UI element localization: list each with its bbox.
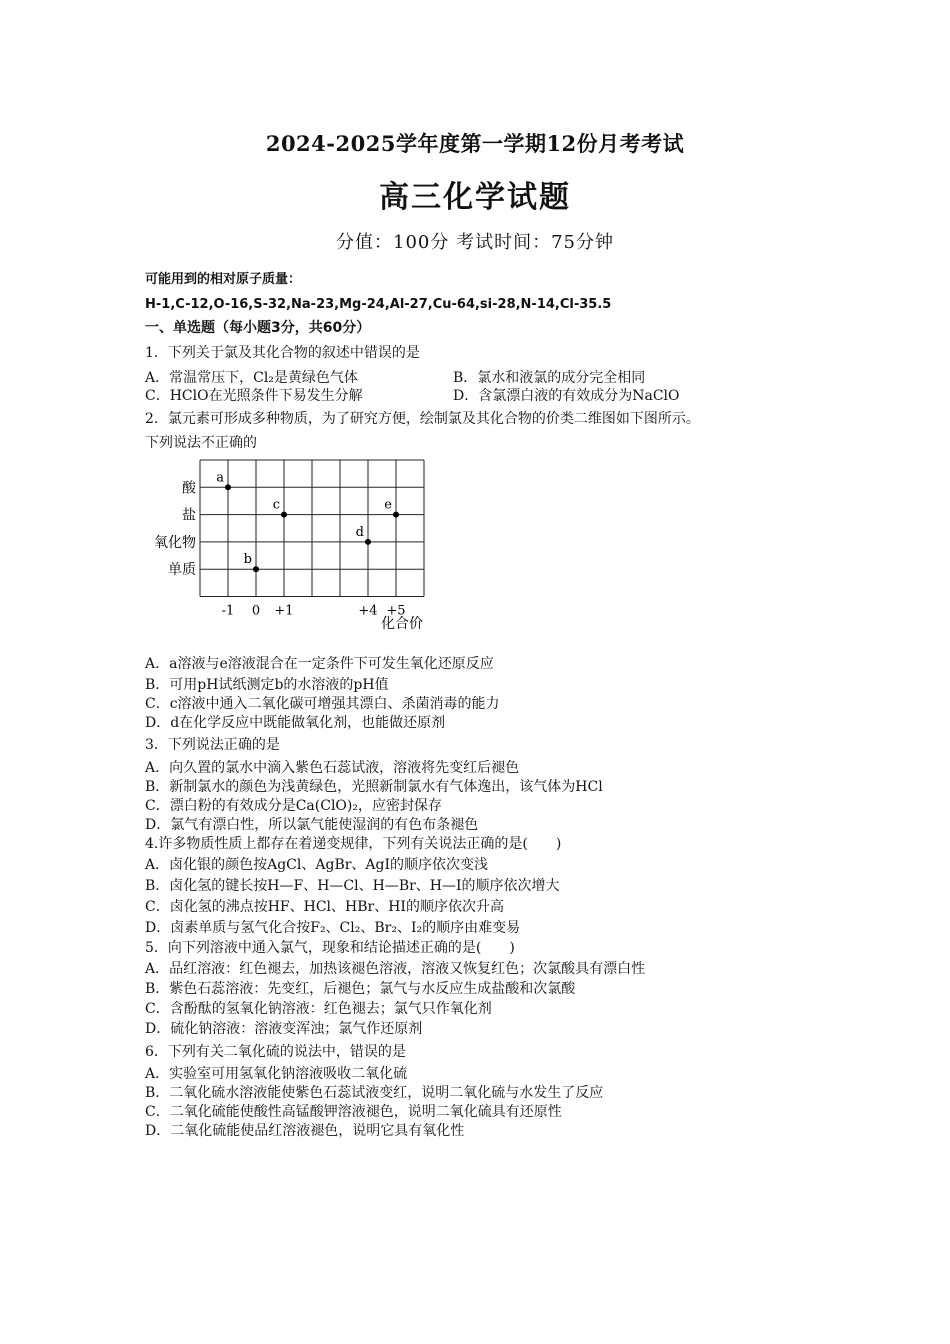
q3-stem: 3．下列说法正确的是 [145, 737, 280, 753]
q6-stem: 6．下列有关二氧化硫的说法中，错误的是 [145, 1044, 406, 1060]
y-category-label: 氧化物 [154, 534, 196, 551]
point-label-e: e [384, 497, 392, 513]
q5-option-b: B．紫色石蕊溶液：先变红，后褪色；氯气与水反应生成盐酸和次氯酸 [145, 981, 576, 997]
chart-points [216, 470, 399, 572]
q6-option-c: C．二氧化硫能使酸性高锰酸钾溶液褪色，说明二氧化硫具有还原性 [145, 1104, 562, 1120]
q2-stem-2: 下列说法不正确的 [145, 435, 257, 451]
point-label-d: d [355, 524, 364, 540]
score-time: 分值：100分 考试时间：75分钟 [336, 232, 614, 253]
chart-grid [200, 460, 424, 597]
q6-option-a: A．实验室可用氢氧化钠溶液吸收二氧化硫 [145, 1066, 408, 1082]
subject-title: 高三化学试题 [379, 180, 571, 215]
q2-option-d: D．d在化学反应中既能做氧化剂，也能做还原剂 [145, 715, 446, 731]
valence-class-chart [140, 452, 440, 637]
q5-stem: 5．向下列溶液中通入氯气，现象和结论描述正确的是( ) [145, 940, 515, 956]
q3-option-b: B．新制氯水的颜色为浅黄绿色，光照新制氯水有气体逸出，该气体为HCl [145, 779, 603, 795]
q6-option-b: B．二氧化硫水溶液能使紫色石蕊试液变红，说明二氧化硫与水发生了反应 [145, 1085, 604, 1101]
q3-option-d: D．氯气有漂白性，所以氯气能使湿润的有色布条褪色 [145, 817, 479, 833]
point-label-c: c [272, 497, 280, 513]
exam-title: 2024-2025学年度第一学期12份月考考试 [265, 131, 685, 156]
atomic-mass-label: 可能用到的相对原子质量： [145, 272, 302, 287]
q1-stem: 1．下列关于氯及其化合物的叙述中错误的是 [145, 345, 420, 361]
chart-x-labels [222, 604, 406, 619]
q2-stem: 2．氯元素可形成多种物质，为了研究方便，绘制氯及其化合物的价类二维图如下图所示。 [145, 411, 700, 427]
chart-x-title: 化合价 [381, 616, 423, 632]
q4-option-d: D．卤素单质与氢气化合按F₂、Cl₂、Br₂、I₂的顺序由难变易 [145, 920, 521, 936]
q1-option-c: C．HClO在光照条件下易发生分解 [145, 388, 363, 404]
point-b [253, 566, 259, 572]
point-a [225, 484, 231, 490]
point-label-a: a [216, 470, 224, 486]
q2-option-a: A．a溶液与e溶液混合在一定条件下可发生氧化还原反应 [145, 656, 494, 672]
chart-y-labels [154, 480, 197, 578]
q1-option-a: A．常温常压下，Cl₂是黄绿色气体 [145, 370, 358, 386]
q5-option-a: A．品红溶液：红色褪去，加热该褪色溶液，溶液又恢复红色；次氯酸具有漂白性 [145, 961, 646, 977]
x-tick-label: +1 [274, 603, 294, 619]
y-category-label: 单质 [168, 562, 196, 579]
q4-option-a: A．卤化银的颜色按AgCl、AgBr、AgI的顺序依次变浅 [145, 857, 489, 873]
point-d [365, 539, 371, 545]
q4-option-c: C．卤化氢的沸点按HF、HCl、HBr、HI的顺序依次升高 [145, 899, 504, 915]
q5-option-d: D．硫化钠溶液：溶液变浑浊；氯气作还原剂 [145, 1021, 423, 1037]
x-tick-label: +4 [358, 603, 378, 619]
q1-option-b: B．氯水和液氯的成分完全相同 [453, 370, 646, 386]
q6-option-d: D．二氧化硫能使品红溶液褪色，说明它具有氧化性 [145, 1123, 465, 1139]
x-tick-label: +5 [386, 603, 406, 619]
x-tick-label: -1 [221, 603, 235, 619]
q2-option-b: B．可用pH试纸测定b的水溶液的pH值 [145, 677, 389, 693]
y-category-label: 盐 [182, 507, 196, 524]
x-tick-label: 0 [251, 603, 261, 619]
section-title: 一、单选题（每小题3分，共60分） [145, 320, 371, 336]
q3-option-a: A．向久置的氯水中滴入紫色石蕊试液，溶液将先变红后褪色 [145, 760, 520, 776]
y-category-label: 酸 [182, 480, 196, 497]
atomic-mass-values: H-1,C-12,O-16,S-32,Na-23,Mg-24,Al-27,Cu-64,si-28,N-14,Cl-35.5 [145, 297, 612, 312]
point-c [281, 512, 287, 518]
q2-option-c: C．c溶液中通入二氧化碳可增强其漂白、杀菌消毒的能力 [145, 696, 500, 712]
q1-option-d: D．含氯漂白液的有效成分为NaClO [453, 388, 680, 404]
q4-option-b: B．卤化氢的键长按H—F、H—Cl、H—Br、H—I的顺序依次增大 [145, 878, 560, 894]
q4-stem: 4.许多物质性质上都存在着递变规律，下列有关说法正确的是( ) [145, 836, 562, 852]
point-label-b: b [243, 552, 252, 568]
q3-option-c: C．漂白粉的有效成分是Ca(ClO)₂，应密封保存 [145, 798, 442, 814]
point-e [393, 512, 399, 518]
q5-option-c: C．含酚酞的氢氧化钠溶液：红色褪去；氯气只作氧化剂 [145, 1001, 492, 1017]
